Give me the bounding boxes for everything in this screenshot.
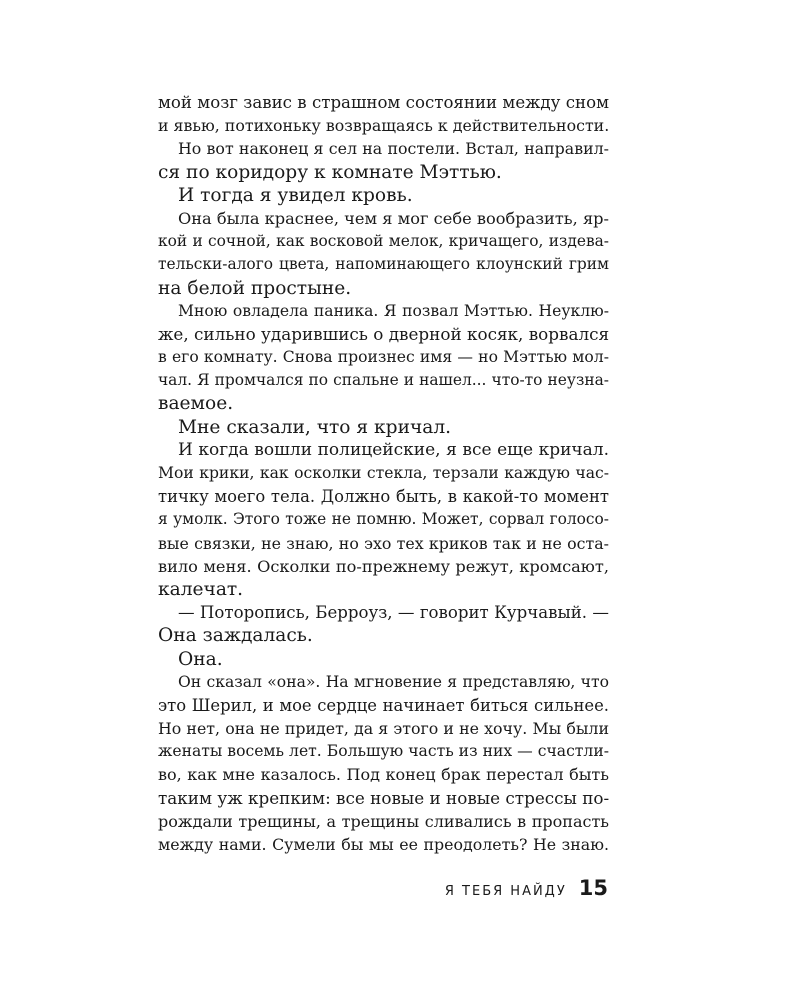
text-line: это Шерил, и мое сердце начинает биться сильнее. [158, 695, 609, 715]
page-number: 15 [578, 876, 608, 900]
text-line: Она заждалась. [158, 625, 313, 647]
text-line: Она была краснее, чем я мог себе вообразить, яр- [178, 208, 609, 228]
text-line: Мною овладела паника. Я позвал Мэттью. Неуклю- [178, 301, 609, 320]
text-line: тичку моего тела. Должно быть, в какой-то момент [158, 487, 609, 507]
text-line: тельски-алого цвета, напоминающего клоунский грим [158, 255, 609, 274]
running-title: Я ТЕБЯ НАЙДУ [444, 884, 567, 899]
text-line: Мне сказали, что я кричал. [178, 416, 452, 438]
text-line: Но нет, она не придет, да я этого и не хочу. Мы были [158, 719, 609, 739]
text-line: кой и сочной, как восковой мелок, кричащего, издева- [158, 232, 609, 251]
text-line: мой мозг завис в страшном состоянии между сном [158, 93, 609, 112]
text-line: Он сказал «она». На мгновение я представляю, что [178, 672, 609, 691]
page-footer [445, 876, 608, 900]
text-line: во, как мне казалось. Под конец брак перестал быть [158, 765, 609, 785]
text-line: таким уж крепким: все новые и новые стрессы по- [158, 787, 610, 808]
text-line: И когда вошли полицейские, я все еще кричал. [178, 439, 609, 460]
text-line: рождали трещины, а трещины сливались в пропасть [158, 811, 609, 831]
text-line: вило меня. Осколки по-прежнему режут, кромсают, [158, 556, 609, 576]
text-line: на белой простыне. [158, 277, 352, 299]
text-line: Мои крики, как осколки стекла, терзали каждую час- [158, 464, 609, 482]
text-line: калечат. [158, 578, 244, 600]
text-line: же, сильно ударившись о дверной косяк, ворвался [158, 323, 610, 344]
text-line: Она. [178, 648, 223, 670]
text-line: И тогда я увидел кровь. [178, 184, 413, 206]
text-line: я умолк. Этого тоже не помню. Может, сорвал голосо- [158, 510, 609, 529]
text-line: чал. Я промчался по спальне и нашел... что-то неузна- [158, 371, 609, 390]
text-line: в его комнату. Снова произнес имя — но Мэттью мол- [158, 348, 609, 367]
text-line: ся по коридору к комнате Мэттью. [158, 161, 502, 183]
text-line: женаты восемь лет. Большую часть из них — счастли- [158, 742, 609, 761]
text-line: ваемое. [158, 393, 234, 415]
body-text [158, 91, 609, 856]
text-line: между нами. Сумели бы мы ее преодолеть? Не знаю. [158, 835, 609, 854]
text-line: вые связки, не знаю, но эхо тех криков так и не оста- [158, 533, 609, 553]
text-line: Но вот наконец я сел на постели. Встал, направил- [178, 139, 609, 159]
text-line: — Поторопись, Берроуз, — говорит Курчавый. — [178, 603, 609, 623]
text-line: и явью, потихоньку возвращаясь к действительности. [158, 116, 610, 136]
